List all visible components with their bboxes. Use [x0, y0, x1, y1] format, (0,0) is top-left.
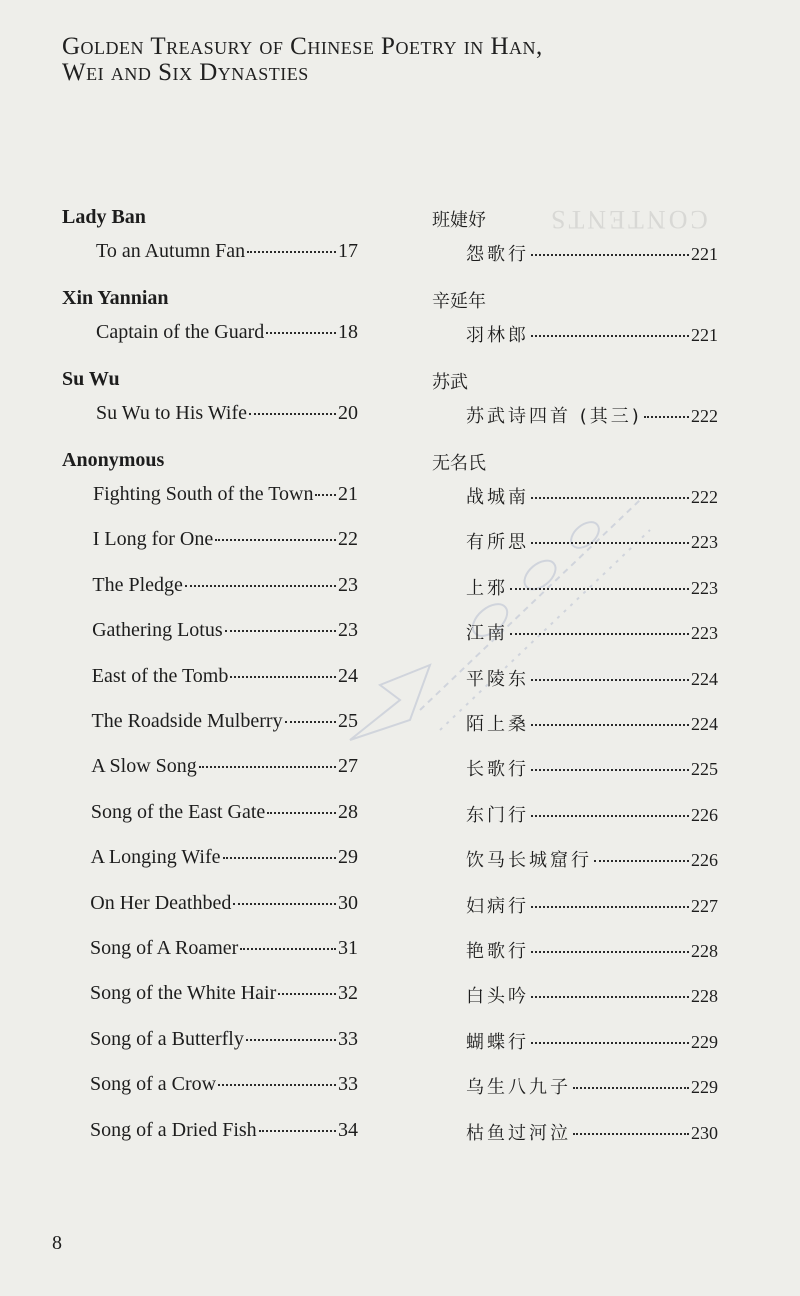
toc-entry-page: 230 [691, 1122, 718, 1143]
toc-entry-title: 羽林郎 [466, 325, 529, 346]
toc-entry[interactable] [466, 982, 718, 1008]
toc-entry-title: Song of a Dried Fish [90, 1118, 257, 1141]
toc-entry-page: 229 [691, 1077, 718, 1098]
dot-leader [510, 633, 689, 635]
toc-entry[interactable] [90, 937, 358, 960]
toc-entry-title: 乌生八九子 [466, 1077, 571, 1099]
toc-entry[interactable] [466, 483, 718, 509]
toc-entry[interactable] [466, 665, 718, 691]
toc-entry-page: 31 [338, 937, 358, 959]
dot-leader [249, 413, 336, 415]
toc-entry-page: 221 [691, 244, 718, 264]
toc-entry-title: Gathering Lotus [92, 619, 223, 642]
toc-entry-page: 224 [691, 714, 718, 734]
toc-entry-title: Su Wu to His Wife [96, 402, 247, 424]
author-heading: 无名氏 [432, 453, 486, 474]
toc-entry-page: 27 [337, 755, 358, 778]
toc-entry-page: 223 [691, 623, 718, 644]
toc-entry[interactable] [466, 574, 718, 600]
toc-entry[interactable] [96, 321, 358, 344]
toc-entry-page: 226 [691, 804, 718, 825]
toc-entry-title: 蝴蝶行 [466, 1031, 529, 1053]
dot-leader [531, 335, 689, 337]
toc-entry-title: 有所思 [466, 532, 529, 554]
author-heading: Anonymous [62, 449, 165, 471]
toc-entry-page: 222 [691, 487, 718, 507]
toc-entry-title: The Roadside Mulberry [91, 710, 283, 732]
toc-entry-title: Fighting South of the Town [93, 483, 314, 505]
toc-entry-title: 饮马长城窟行 [466, 850, 592, 872]
toc-entry-title: 战城南 [466, 487, 529, 508]
dot-leader [267, 812, 336, 814]
toc-entry-page: 22 [337, 528, 358, 551]
dot-leader [531, 769, 689, 771]
dot-leader [218, 1084, 336, 1086]
toc-entry-title: I Long for One [92, 528, 214, 551]
dot-leader [185, 585, 336, 587]
header-line-2: Wei and Six Dynasties [62, 59, 309, 86]
toc-entry-page: 17 [338, 240, 358, 262]
toc-entry[interactable] [466, 846, 718, 872]
toc-entry[interactable] [93, 528, 358, 551]
toc-entry-title: East of the Tomb [91, 664, 229, 687]
toc-entry-page: 23 [337, 619, 358, 642]
dot-leader [285, 721, 336, 723]
dot-leader [247, 251, 336, 253]
toc-entry[interactable] [466, 1028, 718, 1054]
dot-leader [531, 951, 689, 953]
toc-entry-page: 228 [691, 986, 718, 1007]
toc-entry-page: 222 [691, 406, 718, 426]
dot-leader [531, 542, 689, 544]
toc-entry[interactable] [466, 402, 718, 428]
toc-entry-page: 24 [337, 664, 358, 687]
toc-entry-title: 艳歌行 [466, 941, 529, 962]
dot-leader [225, 630, 336, 632]
toc-entry-title: The Pledge [92, 573, 183, 596]
author-heading: Lady Ban [62, 206, 146, 228]
dot-leader [531, 497, 689, 499]
toc-entry-title: Captain of the Guard [96, 321, 265, 343]
toc-entry[interactable] [91, 801, 358, 824]
toc-entry[interactable] [93, 483, 358, 506]
toc-entry[interactable] [92, 574, 358, 597]
toc-entry-title: Song of A Roamer [90, 937, 239, 959]
toc-entry[interactable] [466, 321, 718, 347]
toc-entry[interactable] [92, 665, 358, 688]
author-heading: 班婕妤 [432, 210, 486, 231]
dot-leader [246, 1039, 336, 1041]
toc-entry-title: Song of a Butterfly [90, 1027, 244, 1050]
toc-entry-page: 34 [338, 1118, 358, 1141]
toc-entry-page: 223 [691, 577, 718, 598]
dot-leader [223, 857, 336, 859]
toc-entry-page: 229 [691, 1031, 718, 1052]
dot-leader [199, 766, 336, 768]
page-number: 8 [52, 1232, 62, 1254]
dot-leader [573, 1133, 689, 1135]
toc-entry[interactable] [466, 1119, 718, 1145]
toc-entry[interactable] [90, 892, 358, 915]
toc-entry[interactable] [91, 846, 358, 869]
toc-entry[interactable] [90, 1073, 358, 1096]
toc-entry[interactable] [466, 755, 718, 781]
author-heading: 辛延年 [432, 291, 486, 312]
toc-entry[interactable] [466, 710, 718, 736]
toc-entry[interactable] [466, 801, 718, 827]
toc-entry[interactable] [92, 619, 358, 642]
toc-entry-title: 上邪 [466, 577, 508, 599]
toc-entry-page: 23 [337, 573, 358, 596]
header-line-1: Golden Treasury of Chinese Poetry in Han, [62, 33, 543, 60]
toc-entry[interactable] [466, 619, 718, 645]
dot-leader [644, 416, 689, 418]
toc-entry-page: 33 [338, 1073, 358, 1096]
toc-entry-title: To an Autumn Fan [96, 240, 246, 262]
toc-entry-page: 226 [691, 850, 718, 871]
toc-entry-page: 28 [337, 800, 358, 823]
toc-entry-title: Song of the White Hair [90, 982, 277, 1005]
dot-leader [531, 815, 689, 817]
toc-entry-page: 227 [691, 895, 718, 916]
toc-entry-title: 平陵东 [466, 668, 529, 690]
show-through-text: CONTENTS [548, 205, 708, 234]
toc-entry[interactable] [92, 710, 359, 733]
dot-leader [531, 679, 689, 681]
toc-entry-title: 苏武诗四首 (其三) [466, 406, 642, 427]
author-heading: Su Wu [62, 368, 120, 390]
toc-entry-title: 怨歌行 [466, 244, 529, 265]
dot-leader [259, 1130, 336, 1132]
toc-entry-title: 白头吟 [466, 986, 529, 1008]
dot-leader [315, 494, 336, 496]
toc-entry-title: 陌上桑 [466, 714, 529, 735]
dot-leader [510, 588, 689, 590]
toc-entry-title: Song of a Crow [90, 1073, 217, 1096]
dot-leader [531, 906, 689, 908]
toc-entry-title: 枯鱼过河泣 [466, 1122, 571, 1144]
dot-leader [240, 948, 336, 950]
dot-leader [531, 1042, 689, 1044]
dot-leader [594, 860, 689, 862]
toc-entry-page: 18 [338, 321, 358, 343]
toc-entry-page: 225 [691, 759, 718, 780]
toc-entry-title: On Her Deathbed [90, 891, 232, 914]
toc-entry-page: 224 [691, 668, 718, 689]
toc-entry[interactable] [466, 240, 718, 266]
dot-leader [531, 996, 689, 998]
toc-entry-title: 长歌行 [466, 759, 529, 781]
toc-entry-page: 33 [338, 1027, 358, 1050]
toc-entry-page: 221 [691, 325, 718, 345]
toc-entry-page: 21 [338, 483, 358, 505]
toc-entry-page: 30 [337, 891, 358, 914]
dot-leader [278, 993, 336, 995]
author-heading: Xin Yannian [62, 287, 169, 309]
dot-leader [215, 539, 336, 541]
toc-entry-title: 东门行 [466, 804, 529, 826]
toc-entry-page: 223 [691, 532, 718, 553]
author-heading: 苏武 [432, 372, 468, 393]
toc-entry[interactable] [91, 755, 358, 778]
toc-entry-page: 29 [337, 846, 358, 869]
toc-entry[interactable] [96, 402, 358, 425]
toc-entry[interactable] [90, 1028, 358, 1051]
toc-entry[interactable] [96, 240, 358, 263]
toc-entry[interactable] [90, 982, 358, 1005]
toc-entry-title: 妇病行 [466, 895, 529, 917]
toc-entry-title: Song of the East Gate [90, 800, 266, 823]
toc-entry-page: 25 [338, 710, 358, 732]
toc-entry-page: 32 [338, 982, 358, 1005]
dot-leader [531, 724, 689, 726]
toc-entry-title: A Slow Song [91, 755, 197, 778]
dot-leader [573, 1087, 689, 1089]
toc-entry[interactable] [466, 1073, 718, 1099]
dot-leader [531, 254, 689, 256]
dot-leader [266, 332, 336, 334]
toc-entry[interactable] [90, 1119, 358, 1142]
toc-entry[interactable] [466, 937, 718, 963]
running-header [62, 34, 702, 86]
toc-entry-title: 江南 [466, 623, 508, 645]
dot-leader [230, 676, 336, 678]
toc-entry[interactable] [466, 528, 718, 554]
toc-entry-page: 20 [338, 402, 358, 424]
toc-entry-page: 228 [691, 941, 718, 961]
toc-entry-title: A Longing Wife [90, 846, 221, 869]
toc-entry[interactable] [466, 892, 718, 918]
dot-leader [233, 903, 336, 905]
